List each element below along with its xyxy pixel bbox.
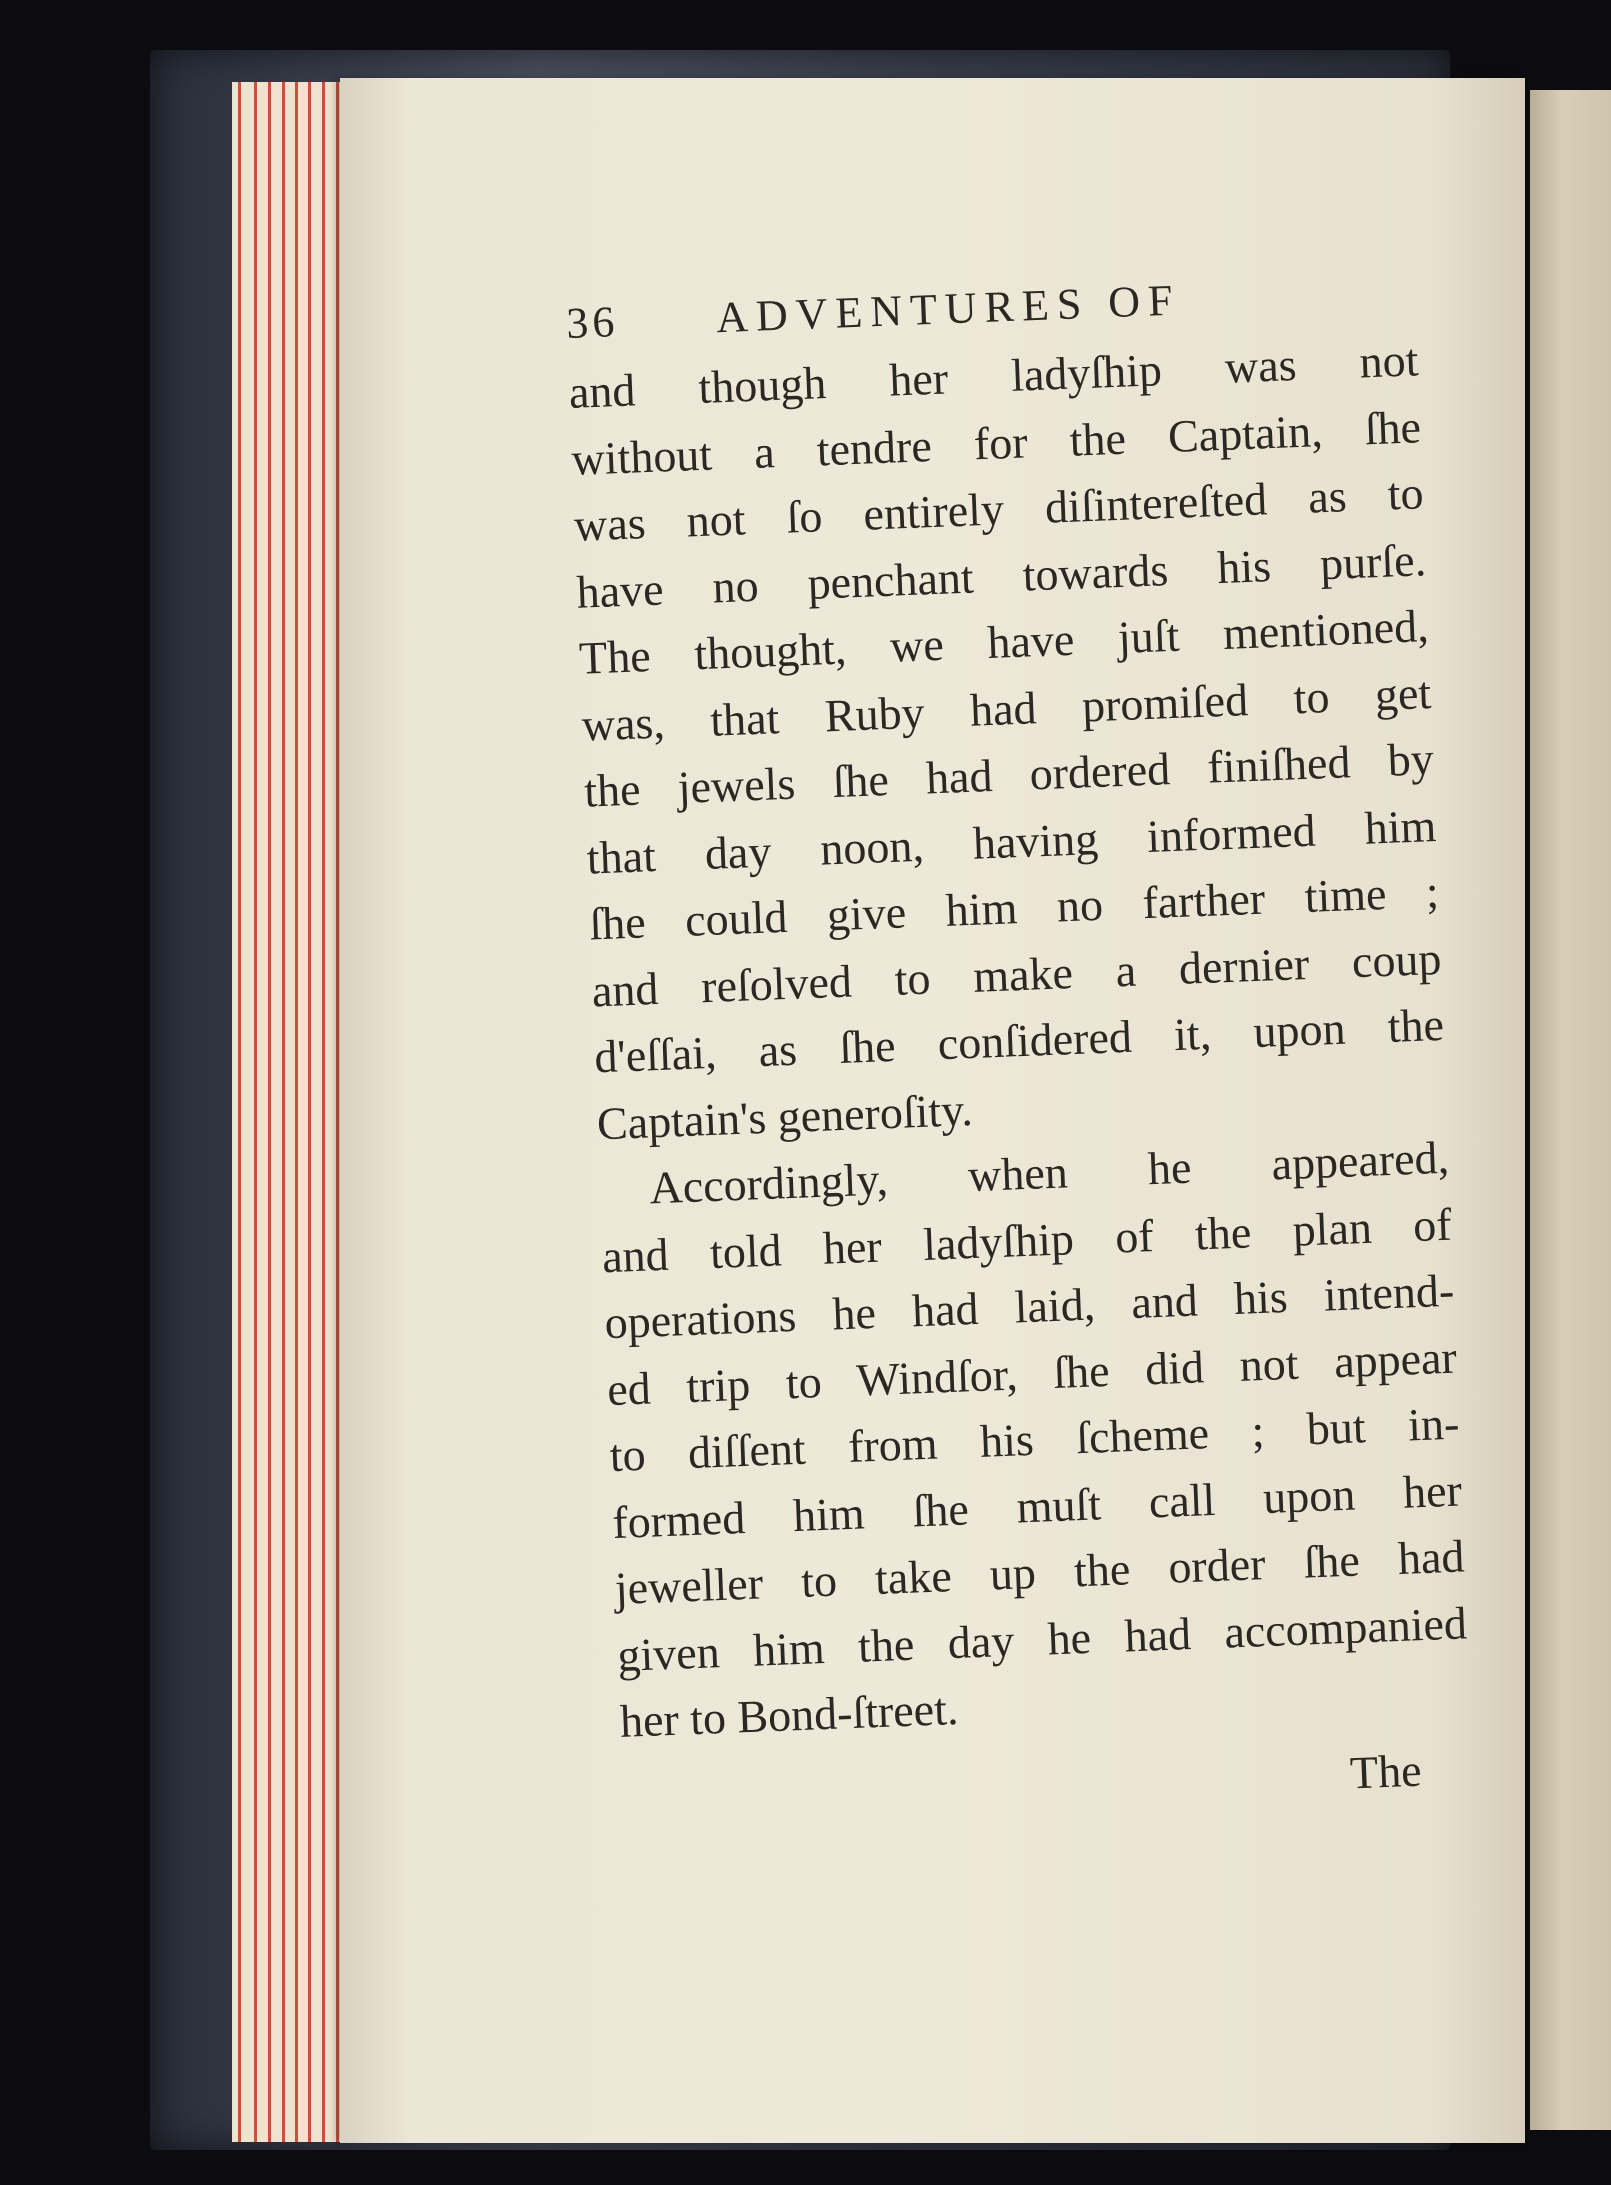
text-line: to diſſent from his ſcheme ; but in- (608, 1397, 1461, 1482)
page-number: 36 (565, 296, 620, 348)
text-line: was not ſo entirely diſintereſted as to (573, 467, 1425, 551)
text-line: and though her ladyſhip was not (567, 334, 1420, 418)
running-title: ADVENTURES OF (715, 275, 1182, 343)
text-line: the jewels ſhe had ordered finiſhed by (583, 733, 1435, 817)
text-line: and reſolved to make a dernier coup (590, 932, 1443, 1016)
text-line: ed trip to Windſor, ſhe did not appear (606, 1331, 1458, 1415)
text-line: d'eſſai, as ſhe conſidered it, upon the (593, 998, 1445, 1083)
text-line: jeweller to take up the order ſhe had (613, 1530, 1466, 1615)
text-line: Accordingly, when he appeared, (648, 1131, 1450, 1214)
catchword: The (1349, 1744, 1423, 1799)
text-line: without a tendre for the Captain, ſhe (570, 400, 1422, 485)
text-line: Captain's generoſity. (596, 1083, 974, 1149)
text-line: operations he had laid, and his intend- (603, 1264, 1456, 1349)
text-line: given him the day he had accompanied (616, 1596, 1468, 1681)
text-line: have no penchant towards his purſe. (575, 533, 1427, 618)
text-line: ſhe could give him no farther time ; (588, 865, 1440, 950)
facing-page-edge (1530, 90, 1611, 2130)
text-line: The thought, we have juſt mentioned, (578, 600, 1430, 684)
page-text (565, 257, 1471, 1755)
text-line: was, that Ruby had promiſed to get (580, 666, 1433, 751)
text-line: and told her ladyſhip of the plan of (601, 1198, 1453, 1282)
text-line: formed him ſhe muſt call upon her (611, 1463, 1463, 1548)
text-line: that day noon, having informed him (585, 799, 1438, 884)
page-edges (232, 82, 347, 2142)
text-line: her to Bond-ſtreet. (619, 1682, 960, 1747)
